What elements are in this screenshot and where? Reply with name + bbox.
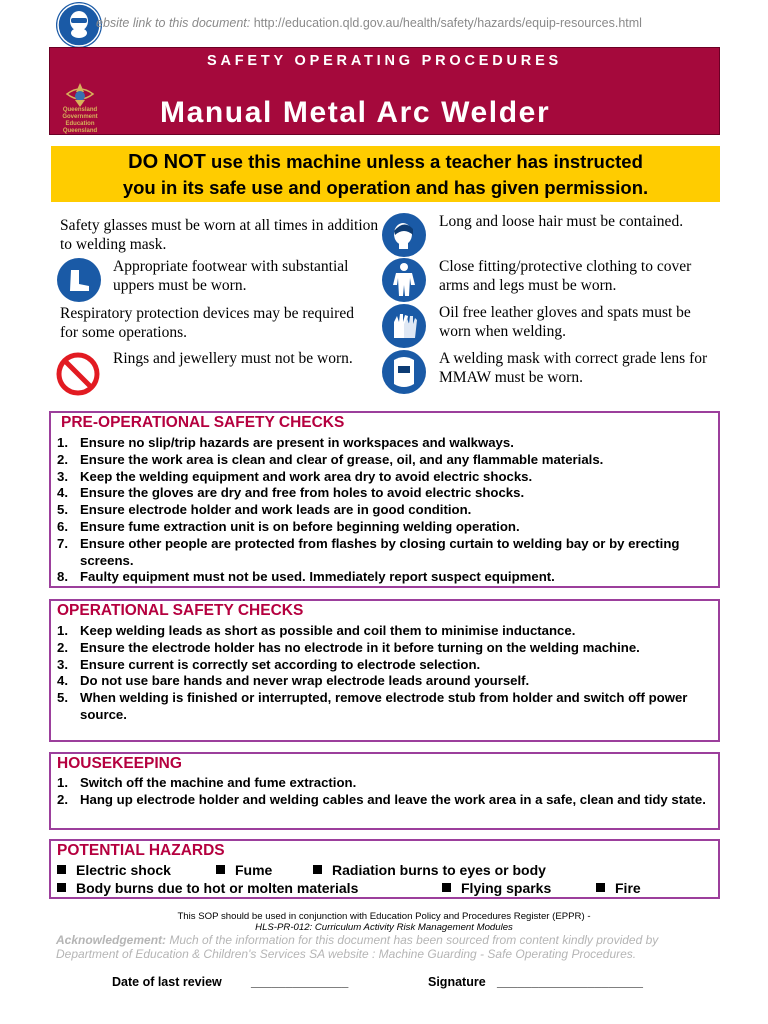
housekeeping-section xyxy=(49,752,720,830)
warning-box xyxy=(51,146,720,202)
ppe-item-welding-mask xyxy=(439,349,709,387)
list-item: 2. Hang up electrode holder and welding cables and leave the work area in a safe, clean and tidy state. xyxy=(57,791,706,807)
website-link-prefix: ebsite link to this document: xyxy=(96,16,251,30)
operational-list xyxy=(57,623,712,724)
pre-operational-list xyxy=(57,435,712,586)
ppe-item-gloves xyxy=(439,303,709,341)
hazard-item: Electric shock xyxy=(57,862,171,878)
list-item: 4. Ensure the gloves are dry and free from holes to avoid electric shocks. xyxy=(57,485,525,501)
hazard-item: Body burns due to hot or molten materials xyxy=(57,880,358,896)
warning-emphasis: DO NOT xyxy=(128,151,206,173)
list-item: 8. Faulty equipment must not be used. Immediately report suspect equipment. xyxy=(57,569,555,585)
ppe-text: Oil free leather gloves and spats must be worn when welding. xyxy=(439,304,691,340)
ppe-item-jewellery xyxy=(113,349,363,368)
section-title: POTENTIAL HAZARDS xyxy=(57,842,225,859)
list-item: 5. Ensure electrode holder and work leads are in good condition. xyxy=(57,502,472,518)
list-item: 2. Ensure the work area is clean and clear of grease, oil, and any flammable materials. xyxy=(57,451,604,467)
no-jewellery-icon xyxy=(55,351,101,397)
ppe-text: Safety glasses must be worn at all times in addition to welding mask. xyxy=(60,217,379,253)
hazard-item: Fire xyxy=(596,880,641,896)
section-title: OPERATIONAL SAFETY CHECKS xyxy=(57,602,304,619)
ppe-text: Close fitting/protective clothing to cover arms and legs must be worn. xyxy=(439,258,692,294)
list-item: 2. Ensure the electrode holder has no electrode in it before turning on the welding machine. xyxy=(57,639,640,655)
pre-operational-section xyxy=(49,411,720,588)
ppe-item-respiratory xyxy=(60,304,370,342)
title-banner xyxy=(49,47,720,135)
hazards-section xyxy=(49,839,720,899)
list-item: 7. Ensure other people are protected from flashes by closing curtain to welding bay or by erecting screens. xyxy=(57,535,680,568)
list-item: 1. Ensure no slip/trip hazards are present in workspaces and walkways. xyxy=(57,435,514,450)
warning-line-1-text: use this machine unless a teacher has instructed xyxy=(205,151,643,172)
section-title: HOUSEKEEPING xyxy=(57,755,182,772)
footwear-icon xyxy=(57,258,101,302)
hazard-item: Radiation burns to eyes or body xyxy=(313,862,546,878)
warning-line-1 xyxy=(51,149,720,175)
ppe-text: Rings and jewellery must not be worn. xyxy=(113,350,353,367)
gloves-icon xyxy=(382,304,426,348)
operational-section xyxy=(49,599,720,742)
eppr-reference: HLS-PR-012: Curriculum Activity Risk Management Modules xyxy=(255,922,513,933)
ppe-item-clothing xyxy=(439,257,709,295)
ppe-item-footwear xyxy=(113,257,363,295)
welding-mask-icon xyxy=(382,350,426,394)
hair-icon xyxy=(382,213,426,257)
banner-subtitle: SAFETY OPERATING PROCEDURES xyxy=(206,53,563,69)
ppe-item-hair xyxy=(439,212,709,231)
ppe-text: Respiratory protection devices may be required for some operations. xyxy=(60,305,354,341)
website-link-url[interactable]: http://education.qld.gov.au/health/safety/hazards/equip-resources.html xyxy=(253,16,642,30)
website-link-line xyxy=(96,16,642,30)
review-date-label: Date of last review xyxy=(112,975,222,989)
review-date-blank: ______________ xyxy=(251,975,349,989)
government-logo xyxy=(55,80,105,132)
ppe-text: Appropriate footwear with substantial uppers must be worn. xyxy=(113,258,349,294)
signature-label: Signature xyxy=(428,975,486,989)
hazard-item: Fume xyxy=(216,862,272,878)
list-item: 5. When welding is finished or interrupted, remove electrode stub from holder and switch off power source. xyxy=(57,690,688,722)
eppr-note: This SOP should be used in conjunction with Education Policy and Procedures Register (EPPR) - xyxy=(177,911,591,922)
signature-blank: _____________________ xyxy=(497,975,643,989)
ppe-text: A welding mask with correct grade lens for MMAW must be worn. xyxy=(439,350,708,386)
list-item: 3. Ensure current is correctly set according to electrode selection. xyxy=(57,656,481,672)
protective-clothing-icon xyxy=(382,258,426,302)
list-item: 6. Ensure fume extraction unit is on before beginning welding operation. xyxy=(57,518,520,534)
acknowledgement xyxy=(56,933,716,961)
list-item: 3. Keep the welding equipment and work area dry to avoid electric shocks. xyxy=(57,468,533,484)
list-item: 1. Switch off the machine and fume extraction. xyxy=(57,775,357,790)
acknowledgement-label: Acknowledgement: xyxy=(56,933,167,947)
hazard-item: Flying sparks xyxy=(442,880,551,896)
ppe-item-safety-glasses xyxy=(60,216,380,254)
list-item: 1. Keep welding leads as short as possible and coil them to minimise inductance. xyxy=(57,623,576,638)
logo-text: Queensland Government Education Queensland xyxy=(62,107,98,134)
housekeeping-list xyxy=(57,775,712,809)
acknowledgement-text: Much of the information for this document has been sourced from content kindly provided by Department of Education & Children's Services SA website : Machine Guarding - Safe Operating Procedures. xyxy=(56,933,659,961)
section-title: PRE-OPERATIONAL SAFETY CHECKS xyxy=(61,414,345,431)
ppe-text: Long and loose hair must be contained. xyxy=(439,213,684,230)
page-title: Manual Metal Arc Welder xyxy=(160,96,551,129)
warning-line-2: you in its safe use and operation and has given permission. xyxy=(122,177,649,198)
list-item: 4. Do not use bare hands and never wrap electrode leads around yourself. xyxy=(57,673,530,689)
